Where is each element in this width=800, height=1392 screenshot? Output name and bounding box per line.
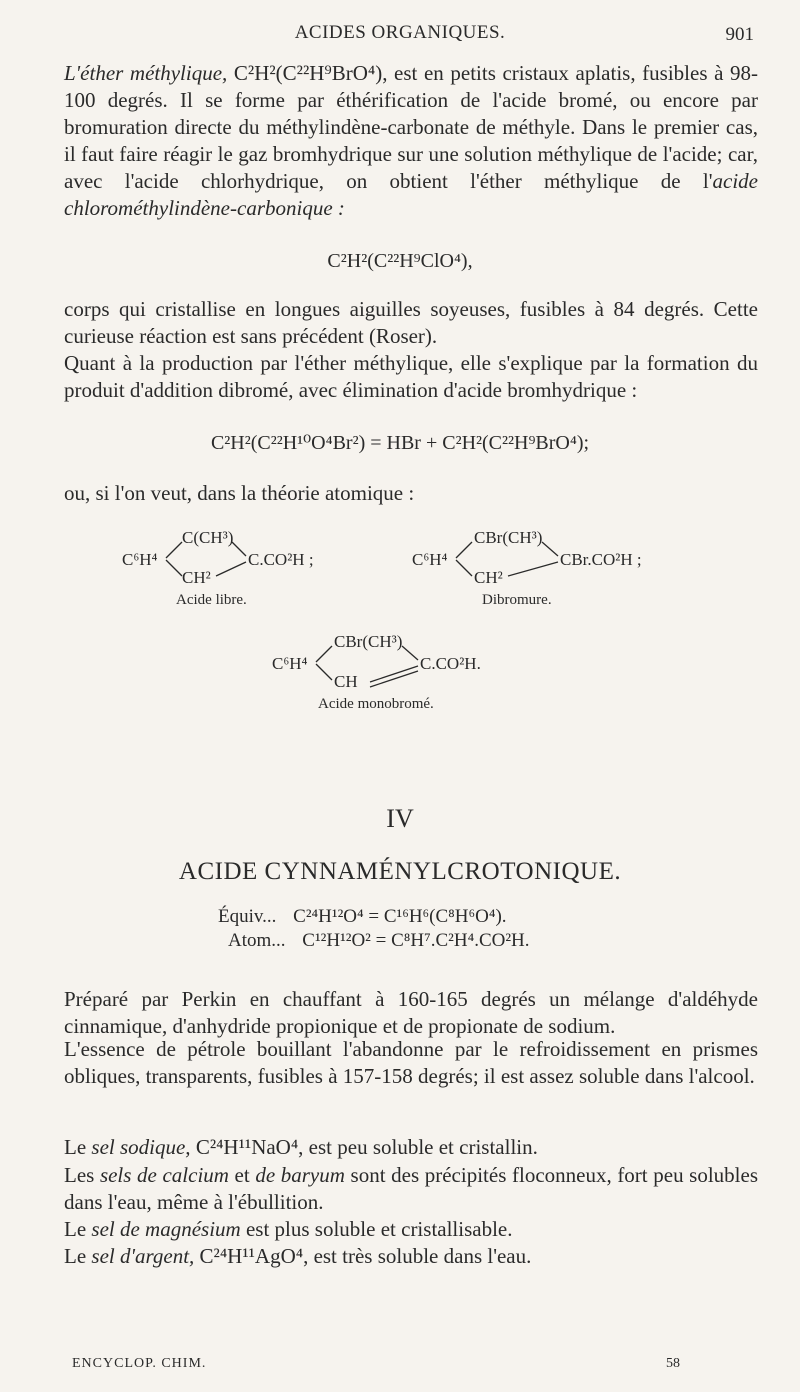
structure-base: C⁶H⁴ [412,550,448,569]
caption-acide-libre: Acide libre. [176,592,247,608]
structure-base: C⁶H⁴ [122,550,158,569]
text: Les [64,1163,100,1187]
term-sel-sodique: sel sodique, [91,1135,191,1159]
paragraph-sel-sodique [64,1134,758,1161]
term-sel-argent: sel d'argent, [91,1244,195,1268]
structure-tail: CBr.CO²H ; [560,550,642,569]
footer-source: ENCYCLOP. CHIM. [72,1356,207,1371]
caption-acide-monobrome: Acide monobromé. [318,696,434,712]
formula-reaction: C²H²(C²²H¹⁰O⁴Br²) = HBr + C²H²(C²²H⁹BrO⁴); [210,432,590,454]
structure-bottom: CH [334,672,358,691]
running-title: ACIDES ORGANIQUES. [294,22,506,43]
text: est plus soluble et cristallisable. [240,1217,513,1241]
atom-label: Atom... [228,930,286,951]
paragraph-aiguilles: corps qui cristallise en longues aiguilles soyeuses, fusibles à 84 degrés. Cette curieuse réaction est sans précédent (Roser). [64,297,758,348]
text: Le [64,1135,92,1159]
footer-signature: 58 [666,1356,680,1371]
section-title: ACIDE CYNNAMÉNYLCROTONIQUE. [178,858,622,885]
paragraph-production: Quant à la production par l'éther méthylique, elle s'explique par la formation du produit d'addition dibromé, avec élimination d'acide bromhydrique : [64,351,758,402]
page-number: 901 [725,24,754,45]
text: C²⁴H¹¹AgO⁴, est très soluble dans l'eau. [194,1244,532,1268]
paragraph-sels-calcium [64,1162,758,1216]
chloro-acid-term: acide chlorométhylindène-carbonique : [64,169,758,220]
text: C²⁴H¹¹NaO⁴, est peu soluble et cristallin. [190,1135,538,1159]
paragraph-sel-magnesium [64,1216,758,1243]
paragraph-sel-argent [64,1243,758,1270]
paragraph-preparation: Préparé par Perkin en chauffant à 160-165 degrés un mélange d'aldéhyde cinnamique, d'anhydride propionique et de propionate de sodium. [64,987,758,1038]
structure-acide-monobrome [272,632,532,692]
text: et [228,1163,256,1187]
structure-dibromure [412,528,712,588]
structure-top: CBr(CH³) [334,632,403,651]
atom-formula: C¹²H¹²O² = C⁸H⁷.C²H⁴.CO²H. [302,930,530,951]
ether-text: C²H²(C²²H⁹BrO⁴), est en petits cristaux aplatis, fusibles à 98-100 degrés. Il se forme par éthérification de l'acide bromé, ou encore par bromuration directe du méthylindène-carbonate de méthyle. Dans le premier cas, il faut faire réagir le gaz bromhydrique sur une solution méthylique de l'acide; car, avec l'acide chlorhydrique, on obtient l'éther méthylique de l' [64,61,759,193]
structure-top: C(CH³) [182,528,234,547]
formula-chloro: C²H²(C²²H⁹ClO⁴), [327,250,473,272]
structure-bottom: CH² [474,568,503,587]
equiv-line [218,906,507,928]
term-sel-magnesium: sel de magnésium [91,1217,241,1241]
section-number: IV [386,804,414,833]
structure-base: C⁶H⁴ [272,654,308,673]
atom-line [228,930,530,952]
term-sels-calcium: sels de calcium [99,1163,229,1187]
term-baryum: de baryum [255,1163,345,1187]
paragraph-ether-methylique [64,60,758,222]
structure-top: CBr(CH³) [474,528,543,547]
structure-acide-libre [122,528,362,588]
structure-bottom: CH² [182,568,211,587]
paragraph-essence: L'essence de pétrole bouillant l'abandonne par le refroidissement en prismes obliques, transparents, fusibles à 157-158 degrés; il est assez soluble dans l'alcool. [64,1037,758,1088]
ether-term: L'éther méthylique, [64,61,228,85]
text: Le [64,1244,92,1268]
equiv-formula: C²⁴H¹²O⁴ = C¹⁶H⁶(C⁸H⁶O⁴). [293,906,507,927]
text: Le [64,1217,92,1241]
structure-tail: C.CO²H. [420,654,481,673]
paragraph-theorie: ou, si l'on veut, dans la théorie atomique : [64,481,415,505]
caption-dibromure: Dibromure. [482,592,552,608]
equiv-label: Équiv... [218,906,277,927]
text: sont des précipités floconneux, fort peu solubles dans l'eau, même à l'ébullition. [64,1163,759,1214]
structure-tail: C.CO²H ; [248,550,314,569]
structure-bonds [122,528,362,588]
page-header [0,22,800,52]
